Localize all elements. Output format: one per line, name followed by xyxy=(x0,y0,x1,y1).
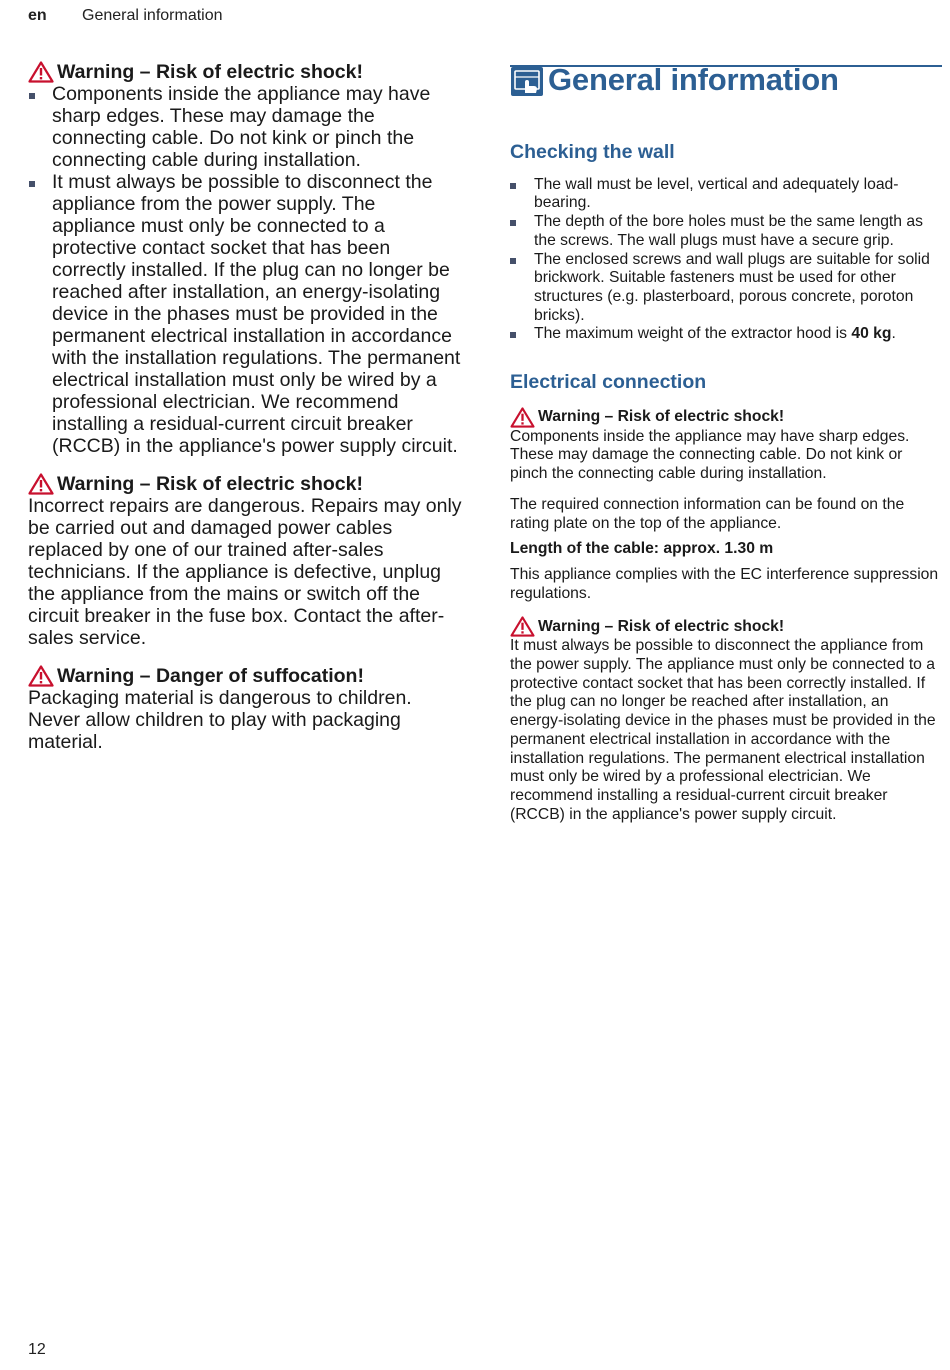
weight-prefix: The maximum weight of the extractor hood is xyxy=(534,325,852,343)
installation-hand-icon xyxy=(510,63,544,97)
warning-title: Warning – Danger of suffocation! xyxy=(57,665,364,687)
warning-title: Warning – Risk of electric shock! xyxy=(57,473,363,495)
warning-title: Warning – Risk of electric shock! xyxy=(538,407,785,425)
warning-triangle-icon xyxy=(28,473,54,495)
warning-heading xyxy=(28,665,463,687)
warning-text: Packaging material is dangerous to children. Never allow children to play with packaging material. xyxy=(28,687,412,753)
warning-heading xyxy=(510,407,942,428)
right-column xyxy=(510,60,942,824)
warning-heading xyxy=(510,616,942,637)
warning-title: Warning – Risk of electric shock! xyxy=(57,61,363,83)
left-column xyxy=(28,60,463,753)
warning-heading xyxy=(28,473,463,495)
warning-text: Incorrect repairs are dangerous. Repairs may only be carried out and damaged power cables replaced by one of our trained after-sales technicians. If the appliance is defective, unplug the appliance from the mains or switch off the circuit breaker in the fuse box. Contact the after-sales service. xyxy=(28,495,462,649)
warning-block-suffocation xyxy=(28,665,463,753)
warning-text: It must always be possible to disconnect the appliance from the power supply. The appliance must only be connected to a protective contact socket that has been correctly installed. If the plug can no longer be reached after installation, an energy-isolating device in the phases must be provided in the permanent electrical installation in accordance with the installation regulations. The permanent electrical installation must only be wired by a professional electrician. We recommend installing a residual-current circuit breaker (RCCB) in the appliance's power supply circuit. xyxy=(510,637,936,823)
warning-triangle-icon xyxy=(510,616,535,637)
warning-list xyxy=(28,83,463,457)
warning-heading xyxy=(28,61,463,83)
electrical-connection-heading: Electrical connection xyxy=(510,371,707,394)
language-code: en xyxy=(28,7,47,24)
list-item: The enclosed screws and wall plugs are suitable for solid brickwork. Suitable fasteners must be used for other structures (e.g. plasterboard, porous concrete, poroton bricks). xyxy=(510,251,942,326)
warning-triangle-icon xyxy=(28,61,54,83)
section-header xyxy=(510,60,942,100)
connection-info-text: The required connection information can be found on the rating plate on the top of the appliance. xyxy=(510,495,905,532)
section-rule xyxy=(510,65,942,67)
list-item: It must always be possible to disconnect the appliance from the power supply. The appliance must only be connected to a protective contact socket that has been correctly installed. If the plug can no longer be reached after installation, an energy-isolating device in the phases must be provided in the permanent electrical installation in accordance with the installation regulations. The permanent electrical installation must only be wired by a professional electrician. We recommend installing a residual-current circuit breaker (RCCB) in the appliance's power supply circuit. xyxy=(28,171,463,457)
list-item: The wall must be level, vertical and adequately load-bearing. xyxy=(510,176,942,213)
list-item-weight xyxy=(510,325,942,344)
page-number: 12 xyxy=(28,1341,46,1358)
warning-triangle-icon xyxy=(510,407,535,428)
electrical-warning-1 xyxy=(510,407,942,484)
electrical-warning-2 xyxy=(510,616,942,824)
warning-block-shock-2 xyxy=(28,473,463,649)
list-item: Components inside the appliance may have sharp edges. These may damage the connecting cable. Do not kink or pinch the connecting cable during installation. xyxy=(28,83,463,171)
ec-compliance-text: This appliance complies with the EC interference suppression regulations. xyxy=(510,565,939,602)
running-header-title: General information xyxy=(82,7,223,24)
warning-triangle-icon xyxy=(28,665,54,687)
checking-wall-heading: Checking the wall xyxy=(510,141,675,163)
checking-wall-list xyxy=(510,176,942,344)
list-item: The depth of the bore holes must be the same length as the screws. The wall plugs must have a secure grip. xyxy=(510,213,942,250)
weight-suffix: . xyxy=(891,325,896,343)
warning-text: Components inside the appliance may have sharp edges. These may damage the connecting cable. Do not kink or pinch the connecting cable during installation. xyxy=(510,427,910,483)
weight-value: 40 kg xyxy=(851,325,892,343)
warning-block-shock-1 xyxy=(28,61,463,457)
cable-length-text: Length of the cable: approx. 1.30 m xyxy=(510,540,774,558)
section-title: General information xyxy=(548,61,839,97)
running-header xyxy=(28,7,223,25)
warning-title: Warning – Risk of electric shock! xyxy=(538,617,785,635)
